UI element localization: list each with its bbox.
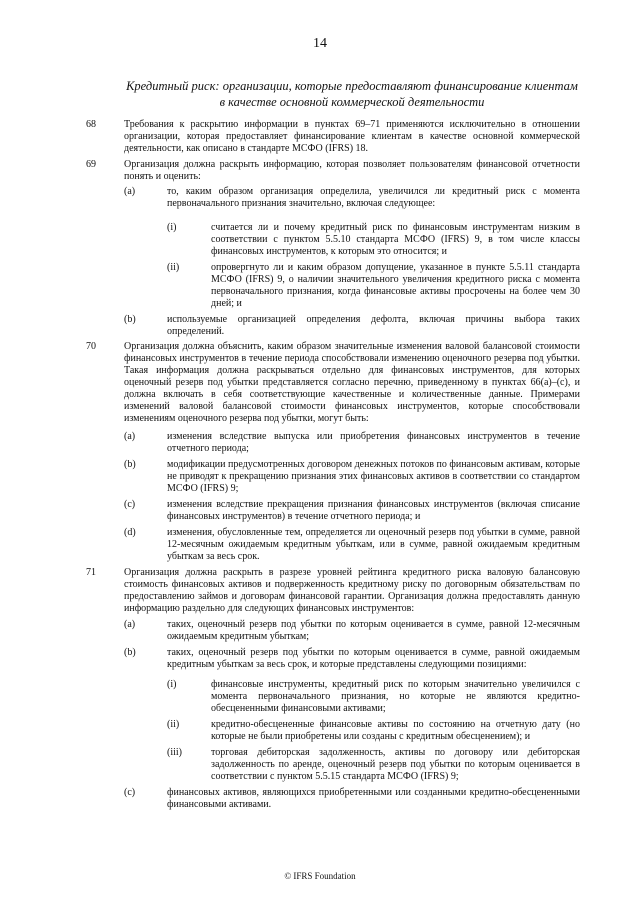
- item-71b-i-text: финансовые инструменты, кредитный риск по которым значительно увеличился с момента первоначального признания, но которые не являются кредитно-обесцененными финансовыми активами;: [211, 679, 580, 714]
- item-70c-text: изменения вследствие прекращения признания финансовых инструментов (включая списание финансовых инструментов) в течение отчетного периода; и: [167, 499, 580, 522]
- item-label-69a-ii: (ii): [167, 262, 180, 273]
- item-label-70c: (c): [124, 499, 136, 510]
- item-label-69b: (b): [124, 314, 136, 325]
- item-69a-i-text: считается ли и почему кредитный риск по финансовым инструментам низким в соответствии с пунктом 5.5.10 стандарта МСФО (IFRS) 9, в том числе классы финансовых инструментов, к которым это относится; и: [211, 222, 580, 257]
- paragraph-number-68: 68: [86, 119, 96, 130]
- item-label-71a: (a): [124, 619, 136, 630]
- item-71b-ii-text: кредитно-обесцененные финансовые активы по состоянию на отчетную дату (но которые не были приобретены или созданы с кредитным обесценением); и: [211, 719, 580, 742]
- item-71a-text: таких, оценочный резерв под убытки по которым оценивается в сумме, равной 12-месячным ожидаемым кредитным убыткам;: [167, 619, 580, 642]
- item-label-71b-i: (i): [167, 679, 177, 690]
- item-label-70b: (b): [124, 459, 136, 470]
- item-label-71b-ii: (ii): [167, 719, 180, 730]
- section-heading: Кредитный риск: организации, которые предоставляют финансирование клиентам в качестве основной коммерческой деятельности: [126, 79, 578, 109]
- item-71b-iii-text: торговая дебиторская задолженность, активы по договору или дебиторская задолженность по аренде, оценочный резерв под убытки по которым оценивается в соответствии с пунктом 5.5.15 стандарта МСФО (IFRS) 9;: [211, 747, 580, 782]
- item-71b-text: таких, оценочный резерв под убытки по которым оценивается в сумме, равной ожидаемым кредитным убыткам за весь срок, и которые представлены следующими позициями:: [167, 647, 580, 670]
- paragraph-69-text: Организация должна раскрыть информацию, которая позволяет пользователям финансовой отчетности понять и оценить:: [124, 159, 580, 182]
- item-69b-text: используемые организацией определения дефолта, включая причины выбора таких определений.: [167, 314, 580, 337]
- paragraph-number-71: 71: [86, 567, 96, 578]
- item-label-71b: (b): [124, 647, 136, 658]
- item-label-70d: (d): [124, 527, 136, 538]
- item-69a-text: то, каким образом организация определила, увеличился ли кредитный риск с момента первоначального признания значительно, включая следующее:: [167, 186, 580, 209]
- item-70a-text: изменения вследствие выпуска или приобретения финансовых инструментов в течение отчетного периода;: [167, 431, 580, 454]
- paragraph-number-70: 70: [86, 341, 96, 352]
- item-label-71c: (c): [124, 787, 136, 798]
- item-label-69a: (a): [124, 186, 136, 197]
- copyright-footer: © IFRS Foundation: [284, 871, 356, 881]
- paragraph-70-text: Организация должна объяснить, каким образом значительные изменения валовой балансовой стоимости финансовых инструментов в течение периода способствовали изменению оценочного резерва под убытки. Такая информация должна раскрываться отдельно для финансовых инструментов, для которых оценочный резерв под убытки представляется согласно перечню, приведенному в пунктах 66(a)–(c), и должна включать в себя соответствующие качественные и количественные данные. Примерами изменений валовой балансовой стоимости финансовых инструментов, которые способствовали изменениям оценочного резерва под убытки, могут быть:: [124, 341, 580, 424]
- item-label-71b-iii: (iii): [167, 747, 182, 758]
- item-71c-text: финансовых активов, являющихся приобретенными или созданными кредитно-обесцененными финансовыми активами.: [167, 787, 580, 810]
- paragraph-number-69: 69: [86, 159, 96, 170]
- paragraph-68-text: Требования к раскрытию информации в пунктах 69–71 применяются исключительно в отношении организации, которая предоставляет финансирование клиентам в качестве основной коммерческой деятельности, как описано в стандарте МСФО (IFRS) 18.: [124, 119, 580, 154]
- item-label-69a-i: (i): [167, 222, 177, 233]
- page-number: 14: [313, 36, 327, 51]
- paragraph-71-text: Организация должна раскрыть в разрезе уровней рейтинга кредитного риска валовую балансовую стоимость финансовых активов и подверженность кредитному риску по договорным обязательствам по предоставлению займов и договорам финансовой гарантии. Организация должна предоставлять данную информацию раздельно для следующих финансовых инструментов:: [124, 567, 580, 614]
- item-69a-ii-text: опровергнуто ли и каким образом допущение, указанное в пункте 5.5.11 стандарта МСФО (IFRS) 9, о наличии значительного увеличения кредитного риска с момента первоначального признания, когда финансовые активы просрочены на более чем 30 дней; и: [211, 262, 580, 309]
- item-70b-text: модификации предусмотренных договором денежных потоков по финансовым активам, которые не приводят к прекращению признания этих финансовых активов в соответствии со стандартом МСФО (IFRS) 9;: [167, 459, 580, 494]
- item-70d-text: изменения, обусловленные тем, определяется ли оценочный резерв под убытки в сумме, равной 12-месячным ожидаемым кредитным убыткам, или в сумме, равной ожидаемым кредитным убыткам за весь срок.: [167, 527, 580, 562]
- item-label-70a: (a): [124, 431, 136, 442]
